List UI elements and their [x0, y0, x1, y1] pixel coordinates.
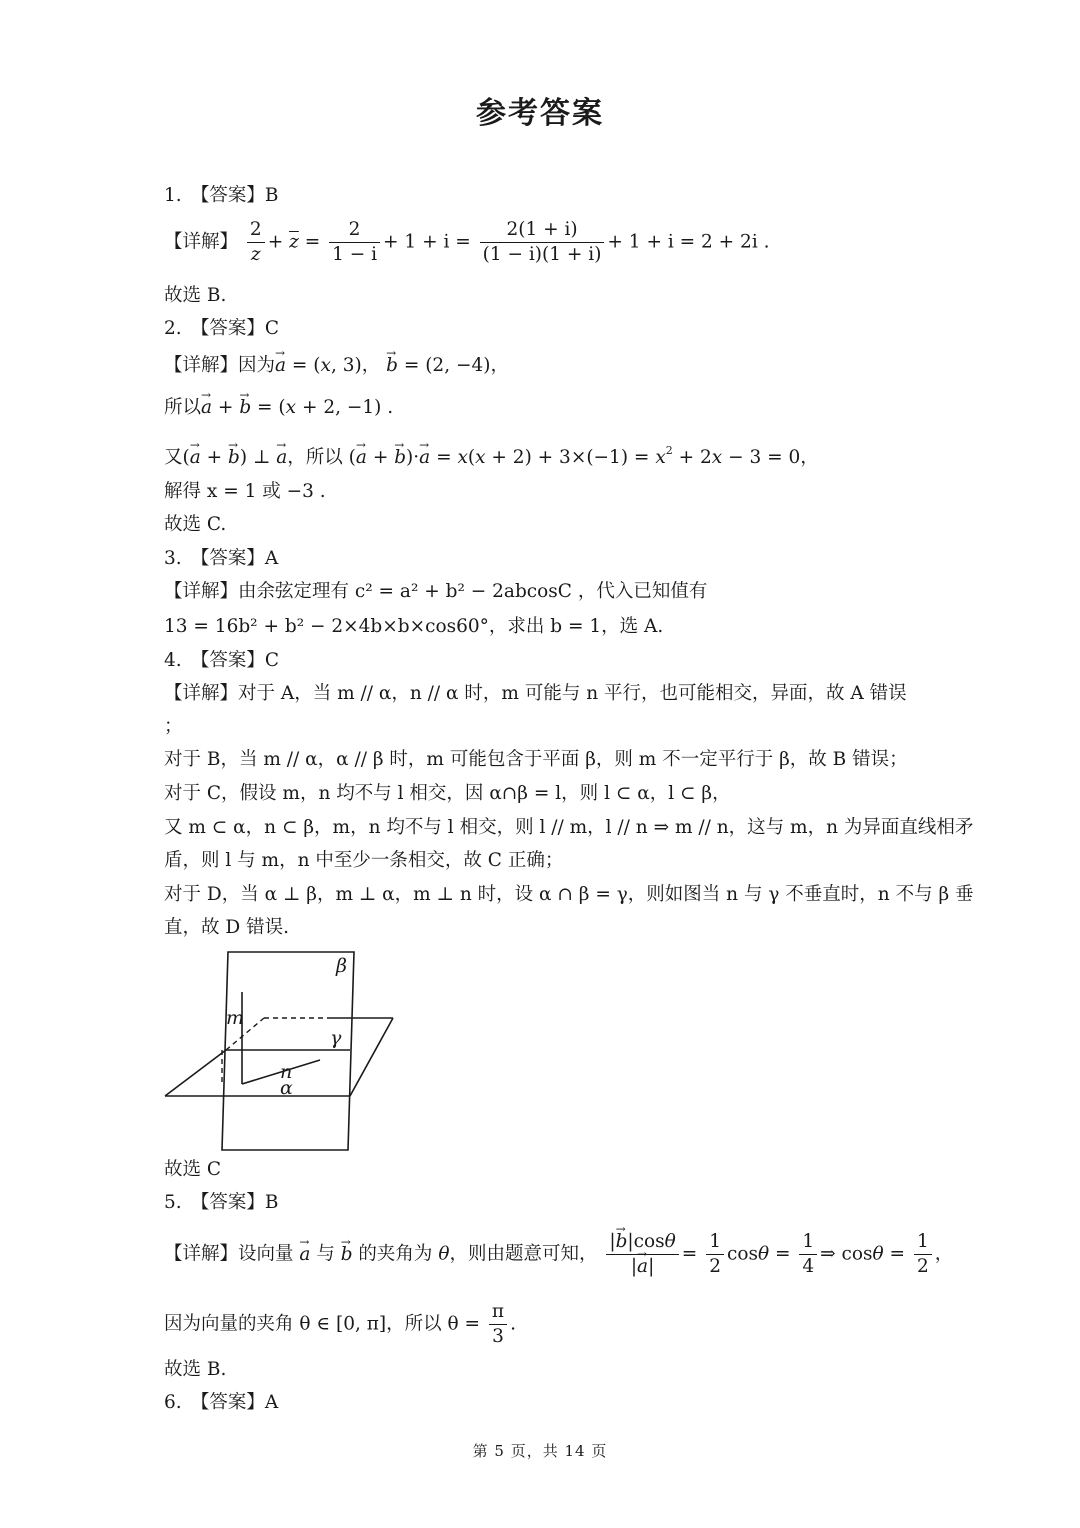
- q5-answer: 5. 【答案】B: [164, 1192, 279, 1213]
- page-title: 参考答案: [476, 96, 604, 131]
- q2-choose: 故选 C.: [164, 514, 227, 535]
- q2-line-3: 又(→ a + → b) ⊥ → a，所以 (→ a + → $b)\cdot\to a = x(x + 2) + 3\times(-1) = x^2 + 2x - 3 = 0$，: [164, 438, 819, 471]
- plane-alpha-right-edge: [350, 1018, 393, 1096]
- q2-line-4: 解得 x = 1 或 −3 .: [164, 481, 326, 502]
- q4-line-3: 对于 B，当 m // α，α // β 时，m 可能包含于平面 β，则 m 不一定平行于 β，故 B 错误；: [164, 749, 908, 770]
- q4-answer: 4. 【答案】C: [164, 650, 280, 671]
- label-gamma: γ: [330, 1027, 342, 1049]
- q6-answer: 6. 【答案】A: [164, 1392, 279, 1413]
- q2-l1-text: 【详解】因为: [164, 355, 276, 376]
- q2-line-2: 所以→ a + → b = (x + 2, −1) .: [164, 395, 393, 421]
- label-alpha: α: [280, 1077, 293, 1099]
- q4-line-2: ；: [164, 716, 183, 737]
- q3-line-1: 【详解】由余弦定理有 c² = a² + b² − 2abcosC ，代入已知值有: [164, 581, 708, 602]
- q1-choose: 故选 B.: [164, 285, 227, 306]
- planes-figure: [160, 944, 400, 1154]
- q4-line-8: 直，故 D 错误.: [164, 917, 289, 938]
- plane-alpha-left-edge: [165, 1050, 226, 1096]
- q4-line-7: 对于 D，当 α ⊥ β，m ⊥ α，m ⊥ n 时，设 α ∩ β = γ，则如图当 n 与 γ 不垂直时，n 不与 β 垂: [164, 884, 974, 905]
- q5-choose: 故选 B.: [164, 1359, 227, 1380]
- q3-answer: 3. 【答案】A: [164, 548, 279, 569]
- q1-detail-prefix: 【详解】: [164, 231, 239, 253]
- q5-line-1: 【详解】设向量 → a 与 → b 的夹角为 θ，则由题意可知， $\frac{|\to b|\cos\theta}{|\to a|}$ = $\frac{1}{2}$ cosθ = $\frac{1}{4}$ ⇒ cosθ = $\frac{1}{2}$ ，: [164, 1230, 953, 1279]
- q2-line-1: 【详解】因为→ a = (x, 3)， → b = (2, −4)，: [164, 353, 509, 379]
- q4-line-5: 又 m ⊂ α，n ⊂ β，m，n 均不与 l 相交，则 l // m，l // n ⇒ m // n，这与 m，n 为异面直线相矛: [164, 817, 974, 838]
- q2-l3-text: 又: [164, 447, 183, 468]
- q5-l1-text: 【详解】设向量: [164, 1243, 294, 1265]
- q4-choose: 故选 C: [164, 1159, 222, 1180]
- label-beta: β: [336, 955, 347, 977]
- q3-line-2: 13 = 16b² + b² − 2×4b×b×cos60°，求出 b = 1，选 A.: [164, 616, 664, 637]
- q1-detail: 【详解】 $\frac{2}{z}$ + $\overline{z}$ = $\frac{2}{1 - i}$ + 1 + i = $\frac{2(1 + i)}{(1 - i)(1 + i)}$ + 1 + i = 2 + 2i .: [164, 219, 770, 265]
- q2-l2-text: 所以: [164, 397, 202, 418]
- q4-line-6: 盾，则 l 与 m，n 中至少一条相交，故 C 正确；: [164, 850, 564, 871]
- q4-line-1: 【详解】对于 A，当 m // α，n // α 时，m 可能与 n 平行，也可能相交，异面，故 A 错误: [164, 683, 907, 704]
- q1-result: = 2 + 2i .: [679, 231, 770, 253]
- label-n: n: [280, 1061, 293, 1083]
- page-footer: 第 5 页，共 14 页: [472, 1442, 608, 1460]
- q4-line-4: 对于 C，假设 m，n 均不与 l 相交，因 α∩β = l，则 l ⊂ α，l ⊂ β，: [164, 783, 731, 804]
- q1-answer: 1. 【答案】B: [164, 185, 279, 206]
- q2-answer: 2. 【答案】C: [164, 318, 280, 339]
- q5-line-2: 因为向量的夹角 θ ∈ [0, π]，所以 θ = $\frac{\pi}{3}$ .: [164, 1301, 516, 1347]
- q5-l2-text: 因为向量的夹角 θ ∈ [0, π]，所以 θ =: [164, 1313, 481, 1335]
- label-m: m: [226, 1007, 245, 1029]
